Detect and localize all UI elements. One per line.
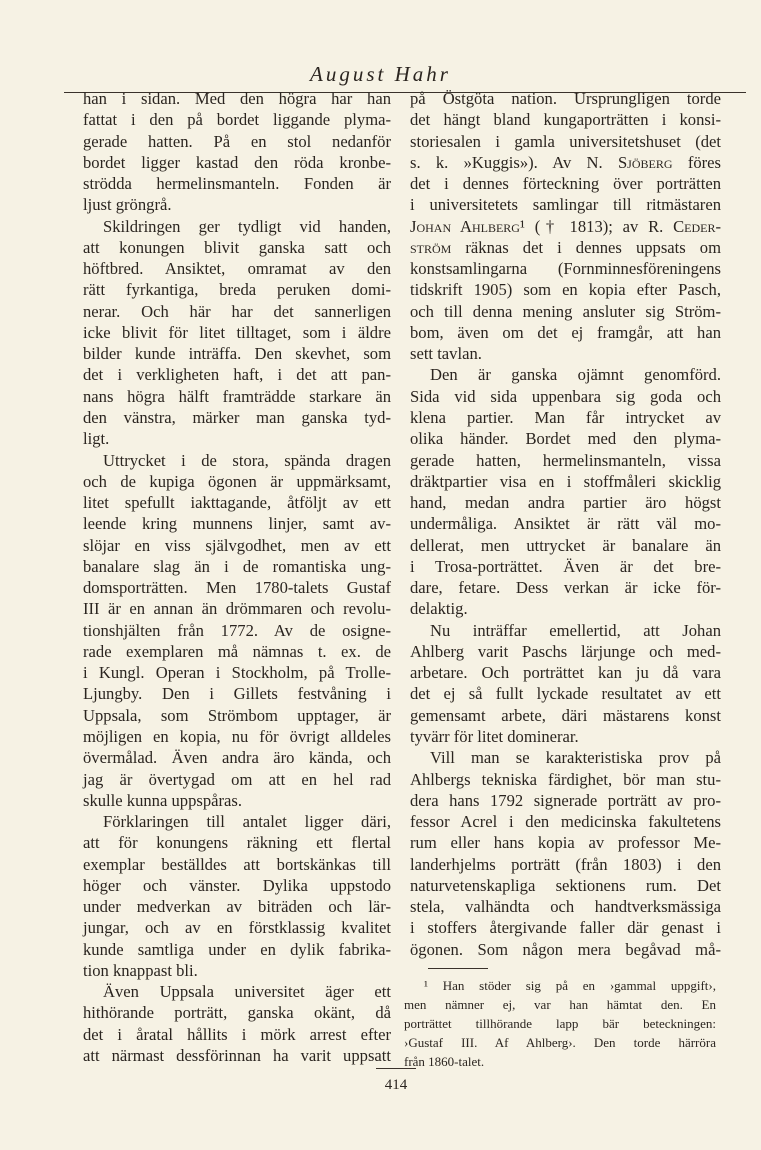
text-line: ögonen. Som någon mera begåvad må- — [410, 939, 721, 959]
text-line: i stoffers återgivande faller där genast i — [410, 918, 721, 938]
small-caps-name: Johan Ahlberg — [410, 216, 520, 236]
small-caps-name: Sjöberg — [617, 152, 673, 172]
text-line: tyvärr för litet dominerar. — [410, 726, 579, 746]
text-line: III är en annan än drömmaren och revolu- — [83, 599, 391, 619]
text-line: Förklaringen till antalet ligger däri, — [103, 812, 391, 832]
text-line — [410, 237, 721, 258]
text-line: icke blivit för litet tilltaget, som i äldre — [83, 322, 391, 342]
text-line: det i åratal hållits i mörk arrest efter — [83, 1024, 391, 1044]
text-line: jungar, och av en förstklassig kvalitet — [83, 918, 391, 938]
text-line: möjligen en kopia, nu för övrigt alldeles — [83, 726, 391, 746]
footnote-line: porträttet tillhörande lapp bär beteckningen: — [404, 1016, 716, 1031]
text-line — [410, 216, 721, 237]
text-line: olika händer. Bordet med den plyma- — [410, 429, 721, 449]
text-line: exemplar beställdes att bortskänkas till — [83, 854, 391, 874]
text-line: konstsamlingarna (Fornminnesföreningens — [410, 259, 721, 279]
text-line — [410, 152, 721, 173]
text-line: fattat i den på bordet liggande plyma- — [83, 110, 391, 130]
text-line: dellerat, men uttrycket är banalare än — [410, 535, 721, 555]
text-line: tion knappast bli. — [83, 960, 198, 980]
text-line: arbetare. Och porträttet kan ju då vara — [410, 663, 721, 683]
text-line: naturvetenskapliga sektionens rum. Det — [410, 875, 721, 895]
text-line: dare, fetare. Dess verkan är icke för- — [410, 578, 721, 598]
text-line: höger och vänster. Dylika uppstodo — [83, 875, 391, 895]
text-line: den vänstra, märker man ganska tyd- — [83, 407, 391, 427]
text-line: stela, valhändta och handtverksmässiga — [410, 897, 721, 917]
text-line: Ahlbergs tekniska färdighet, bör man stu- — [410, 769, 721, 789]
text-line: litet spefullt iakttagande, åtföljt av ett — [83, 493, 391, 513]
text-line: höftbred. Ansiktet, omramat av den — [83, 259, 391, 279]
text-line: domsporträtten. Men 1780-talets Gustaf — [83, 578, 391, 598]
text-line: Nu inträffar emellertid, att Johan — [430, 620, 721, 640]
page-number: 414 — [384, 1077, 408, 1093]
footnote-line: från 1860-talet. — [404, 1054, 485, 1069]
text-line: hand, medan andra partier äro högst — [410, 493, 721, 513]
text-line: skulle kunna uppspåras. — [83, 790, 242, 810]
text-line: undermåliga. Ansiktet är rätt väl mo- — [410, 514, 721, 534]
text-line: i Kungl. Operan i Stockholm, på Trolle- — [83, 663, 391, 683]
text-line: att för konungens räkning ett flertal — [83, 833, 391, 853]
text-line: Uppsala, som Strömbom upptager, är — [83, 705, 391, 725]
text-line: under medverkan av biträden och lär- — [83, 897, 391, 917]
text-line: att närmast dessförinnan ha varit uppsatt — [83, 1045, 391, 1065]
text-line: på Östgöta nation. Ursprungligen torde — [410, 89, 721, 108]
text-line: Skildringen ger tydligt vid handen, — [103, 216, 391, 236]
text-line: och till denna mening ansluter sig Ström- — [410, 301, 721, 321]
text-line: rade exemplaren må nämnas t. ex. de — [83, 641, 391, 661]
text-line: att konungen blivit ganska satt och — [83, 237, 391, 257]
left-column — [83, 88, 391, 1066]
text-line: Sida vid sida uppenbara sig goda och — [410, 386, 721, 406]
text-line: rätt fyrkantiga, breda peruken domi- — [83, 280, 391, 300]
text-line: landerhjelms porträtt (från 1803) i den — [410, 854, 721, 874]
text-line: dräktpartier visa en i stoffmåleri skicklig — [410, 471, 721, 491]
text-line: delaktig. — [410, 599, 468, 619]
text-line: bom, även om det ej framgår, att han — [410, 322, 721, 342]
small-caps-name: ström — [410, 237, 452, 257]
text-line: det i dennes förteckning över porträtten — [410, 174, 721, 194]
footnote-line: ›Gustaf III. Af Ahlberg›. Den torde härröra — [404, 1035, 716, 1050]
footnote-rule — [428, 968, 488, 969]
text-line: i Trosa-porträttet. Även är det bre- — [410, 556, 721, 576]
text-line: nans högra hälft framträdde starkare än — [83, 386, 391, 406]
text-line: dera hans 1792 signerade porträtt av pro- — [410, 790, 721, 810]
right-column — [410, 88, 721, 960]
running-head: August Hahr — [310, 62, 451, 86]
text-line: gemensamt arbete, däri mästarens konst — [410, 705, 721, 725]
text-line: strödda hermelinsmanteln. Fonden är — [83, 174, 391, 194]
text-line: fessor Acrel i den medicinska fakultetens — [410, 812, 721, 832]
text-line: han i sidan. Med den högra har han — [83, 89, 391, 108]
text-line: rum eller hans kopia av professor Me- — [410, 833, 721, 853]
text-line: övermålad. Även andra äro kända, och — [83, 748, 391, 768]
text-line: bilder kunde inträffa. Den skevhet, som — [83, 344, 391, 364]
text-segment: s. k. »Kuggis»). Av N. — [410, 152, 618, 172]
text-line: det i verkligheten haft, i det att pan- — [83, 365, 391, 385]
text-segment: föres — [672, 152, 721, 172]
text-line: Ahlberg varit Paschs lärjunge och med- — [410, 641, 721, 661]
footnote — [404, 976, 716, 1071]
text-line: nerar. Och här har det sannerligen — [83, 301, 391, 321]
text-line: det hängt bland kungaporträtten i konsi- — [410, 110, 721, 130]
text-line: Ljungby. Den i Gillets festvåning i — [83, 684, 391, 704]
text-line: ligt. — [83, 429, 110, 449]
text-line: sett tavlan. — [410, 344, 482, 364]
text-line: leende kring munnens linjer, samt av- — [83, 514, 391, 534]
text-line: det ej så fullt lyckade resultatet av ett — [410, 684, 721, 704]
text-line: kunde samtliga under en dylik fabrika- — [83, 939, 391, 959]
text-line: Uttrycket i de stora, spända dragen — [103, 450, 391, 470]
small-caps-name: Ceder- — [673, 216, 721, 236]
text-line: Den är ganska ojämnt genomförd. — [430, 365, 721, 385]
text-line: gerade hatten. På en stol nedanför — [83, 131, 391, 151]
text-line: i universitetets samlingar till ritmästaren — [410, 195, 721, 215]
text-line: och de kupiga ögonen är uppmärksamt, — [83, 471, 391, 491]
text-segment: ¹ († 1813); av R. — [519, 216, 674, 236]
text-line: bordet ligger kastad den röda kronbe- — [83, 152, 391, 172]
text-line: jag är övertygad om att en hel rad — [83, 769, 391, 789]
text-line: Även Uppsala universitet äger ett — [103, 982, 391, 1002]
text-segment: räknas det i dennes uppsats om — [451, 237, 721, 257]
text-line: storiesalen i gamla universitetshuset (det — [410, 131, 721, 151]
text-line: tionshjälten från 1772. Av de osigne- — [83, 620, 391, 640]
footnote-line: men nämner ej, var han hämtat den. En — [404, 997, 716, 1012]
text-line: gerade hatten, hermelinsmanteln, vissa — [410, 450, 721, 470]
text-line: hithörande porträtt, ganska okänt, då — [83, 1003, 391, 1023]
text-line: ljust gröngrå. — [83, 195, 172, 215]
footnote-line: ¹ Han stöder sig på en ›gammal uppgift›, — [424, 978, 716, 993]
text-line: tidskrift 1905) som en kopia efter Pasch, — [410, 280, 721, 300]
text-line: klena partier. Man får intrycket av — [410, 407, 721, 427]
text-line: Vill man se karakteristiska prov på — [430, 748, 721, 768]
text-line: banalare slag än i de romantiska ung- — [83, 556, 391, 576]
page-number-rule — [376, 1068, 416, 1069]
text-line: slöjar en viss självgodhet, men av ett — [83, 535, 391, 555]
